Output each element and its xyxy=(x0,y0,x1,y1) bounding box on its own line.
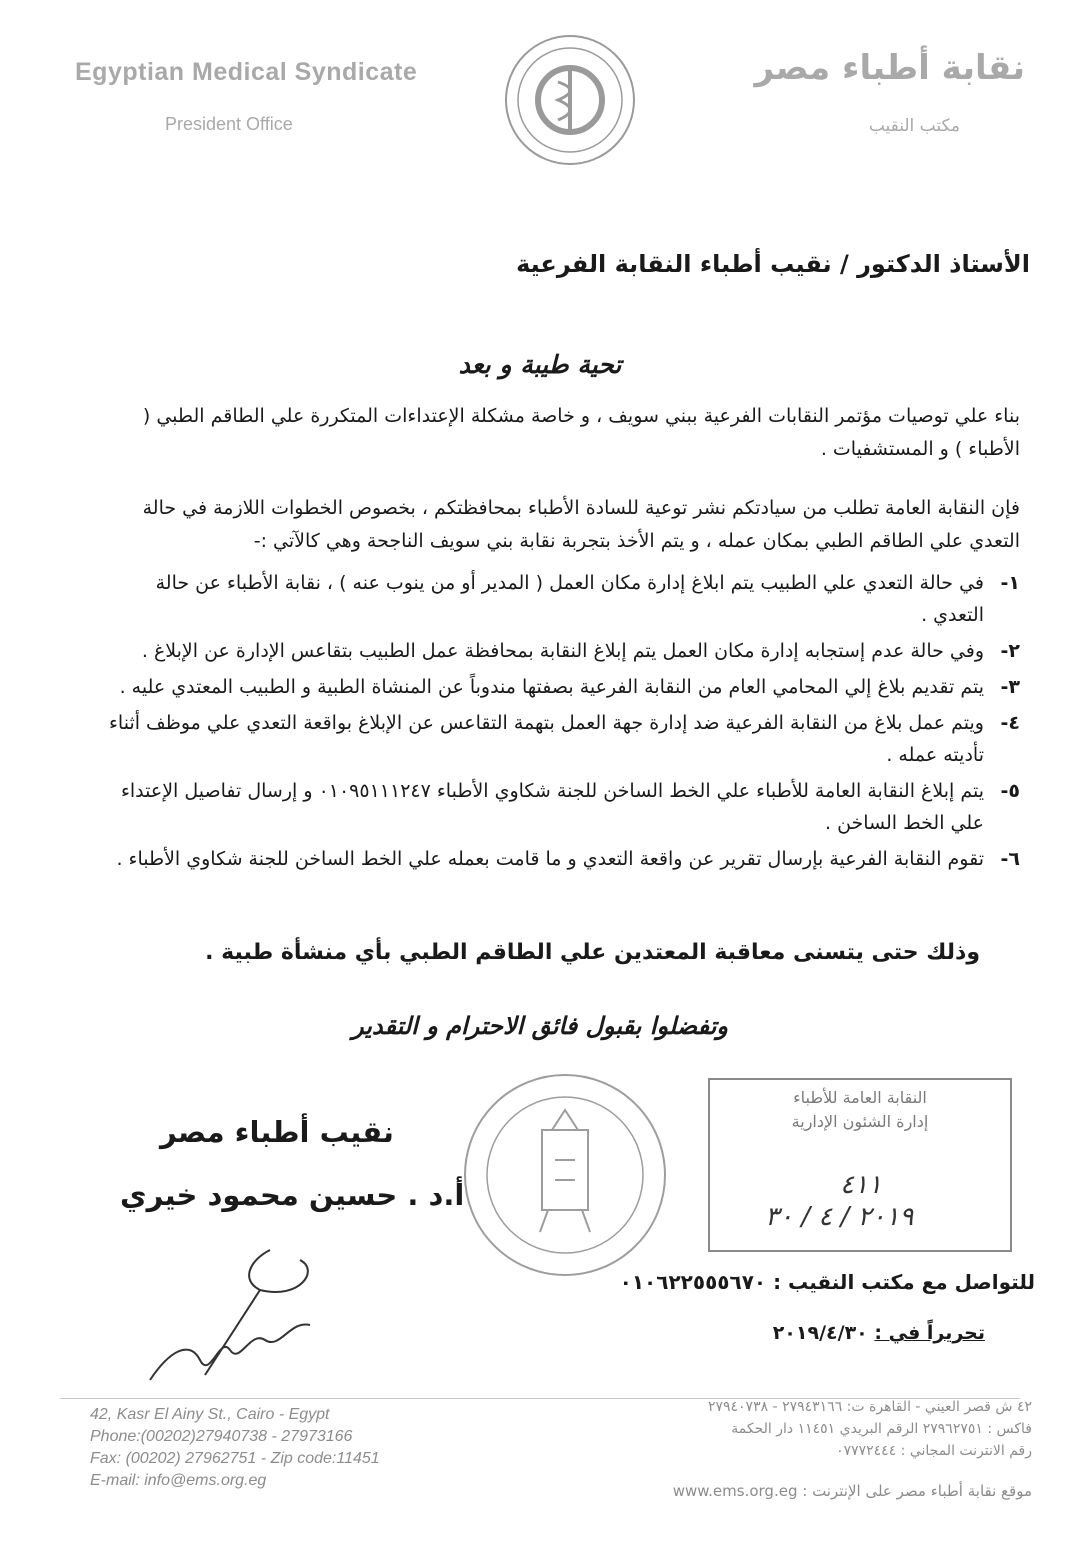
footer-arabic-address xyxy=(708,1396,1032,1462)
footer-ar-hotline-line: رقم الانترنت المجاني : ٠٧٧٧٢٤٤٤ xyxy=(836,1443,1032,1459)
footer-fax-line: Fax: (00202) 27962751 - Zip code:11451 xyxy=(90,1450,380,1467)
stamp-date: ٢٠١٩ / ٤ / ٣٠ xyxy=(765,1202,914,1232)
respect-line: وتفضلوا بقبول فائق الاحترام و التقدير xyxy=(351,1012,729,1040)
signatory-name: أ.د . حسين محمود خيري xyxy=(120,1178,465,1212)
step-text: يتم تقديم بلاغ إلي المحامي العام من النقابة الفرعية بصفتها مندوباً عن المنشاة الطبية و الطبيب المعتدي عليه . xyxy=(119,676,984,698)
intro-paragraph: بناء علي توصيات مؤتمر النقابات الفرعية ببني سويف ، و خاصة مشكلة الإعتداءات المتكررة علي الطاقم الطبي ( الأطباء ) و المستشفيات . xyxy=(142,405,1020,460)
list-item xyxy=(105,671,1020,703)
footer-ar-fax-line: فاكس : ٢٧٩٦٢٧٥١ الرقم البريدي ١١٤٥١ دار الحكمة xyxy=(731,1421,1032,1437)
letterhead-arabic-title: نقابة أطباء مصر xyxy=(754,48,1025,88)
greeting-line: تحية طيبة و بعد xyxy=(458,350,622,379)
letterhead-english-subtitle: President Office xyxy=(165,114,293,134)
step-number: ٥- xyxy=(1000,780,1020,802)
step-text: تقوم النقابة الفرعية بإرسال تقرير عن واقعة التعدي و ما قامت بعمله علي الخط الساخن للجنة شكاوي الأطباء . xyxy=(116,848,984,870)
footer-english-address xyxy=(90,1404,380,1492)
step-number: ٦- xyxy=(1000,848,1020,870)
step-text: ويتم عمل بلاغ من النقابة الفرعية ضد إدارة جهة العمل بتهمة التقاعس عن الإبلاغ بواقعة التعدي علي موظف أثناء تأديته عمله . xyxy=(108,712,984,766)
issued-label: تحريراً في : xyxy=(874,1322,985,1344)
step-text: يتم إبلاغ النقابة العامة للأطباء علي الخط الساخن للجنة شكاوي الأطباء ٠١٠٩٥١١١٢٤٧ و إرسال تفاصيل الإعتداء علي الخط الساخن . xyxy=(120,780,984,834)
footer-ar-address-line: ٤٢ ش قصر العيني - القاهرة ت: ٢٧٩٤٣١٦٦ - ٢٧٩٤٠٧٣٨ xyxy=(707,1399,1032,1415)
footer-email-line: E-mail: info@ems.org.eg xyxy=(90,1472,267,1489)
stamp-subheader-line: إدارة الشئون الإدارية xyxy=(791,1112,929,1131)
signatory-title: نقيب أطباء مصر xyxy=(160,1115,394,1149)
footer-address-line: 42, Kasr El Ainy St., Cairo - Egypt xyxy=(90,1406,330,1423)
list-item xyxy=(105,707,1020,771)
steps-list xyxy=(105,567,1020,879)
addressee-line: الأستاذ الدكتور / نقيب أطباء النقابة الفرعية xyxy=(516,250,1030,278)
list-item xyxy=(105,567,1020,631)
handwritten-signature-icon xyxy=(130,1240,340,1390)
footer-phone-line: Phone:(00202)27940738 - 27973166 xyxy=(90,1428,353,1445)
list-item xyxy=(105,843,1020,875)
step-number: ٢- xyxy=(1000,640,1020,662)
stamp-number: ٤١١ xyxy=(840,1170,882,1200)
step-text: وفي حالة عدم إستجابه إدارة مكان العمل يتم إبلاغ النقابة بمحافظة عمل الطبيب بتقاعس الإدارة عن الإبلاغ . xyxy=(141,640,984,662)
issued-date-line xyxy=(773,1322,985,1344)
step-text: في حالة التعدي علي الطبيب يتم ابلاغ إدارة مكان العمل ( المدير أو من ينوب عنه ) ، نقابة الأطباء عن حالة التعدي . xyxy=(155,572,984,626)
step-number: ١- xyxy=(1000,572,1020,594)
request-paragraph: فإن النقابة العامة تطلب من سيادتكم نشر توعية للسادة الأطباء بمحافظتكم ، بخصوص الخطوات اللازمة في حالة التعدي علي الطاقم الطبي بمكان عمله ، و يتم الأخذ بتجربة نقابة بني سويف الناجحة وهي كالآتي :- xyxy=(142,497,1020,552)
syndicate-logo-icon xyxy=(500,30,640,170)
president-office-contact: للتواصل مع مكتب النقيب : ٠١٠٦٢٢٥٥٥٦٧٠ xyxy=(619,1270,1035,1294)
issued-date: ٢٠١٩/٤/٣٠ xyxy=(772,1322,868,1344)
official-seal-icon xyxy=(460,1070,670,1280)
list-item xyxy=(105,635,1020,667)
registration-stamp xyxy=(708,1078,1012,1252)
stamp-header-line: النقابة العامة للأطباء xyxy=(793,1088,927,1107)
list-item xyxy=(105,775,1020,839)
footer-website: موقع نقابة أطباء مصر على الإنترنت : www.ems.org.eg xyxy=(672,1482,1032,1500)
step-number: ٣- xyxy=(1000,676,1020,698)
letterhead-english-title: Egyptian Medical Syndicate xyxy=(75,58,418,86)
step-number: ٤- xyxy=(1000,712,1020,734)
letterhead-arabic-subtitle: مكتب النقيب xyxy=(868,116,960,136)
closing-statement: وذلك حتى يتسنى معاقبة المعتدين علي الطاقم الطبي بأي منشأة طبية . xyxy=(205,940,980,965)
